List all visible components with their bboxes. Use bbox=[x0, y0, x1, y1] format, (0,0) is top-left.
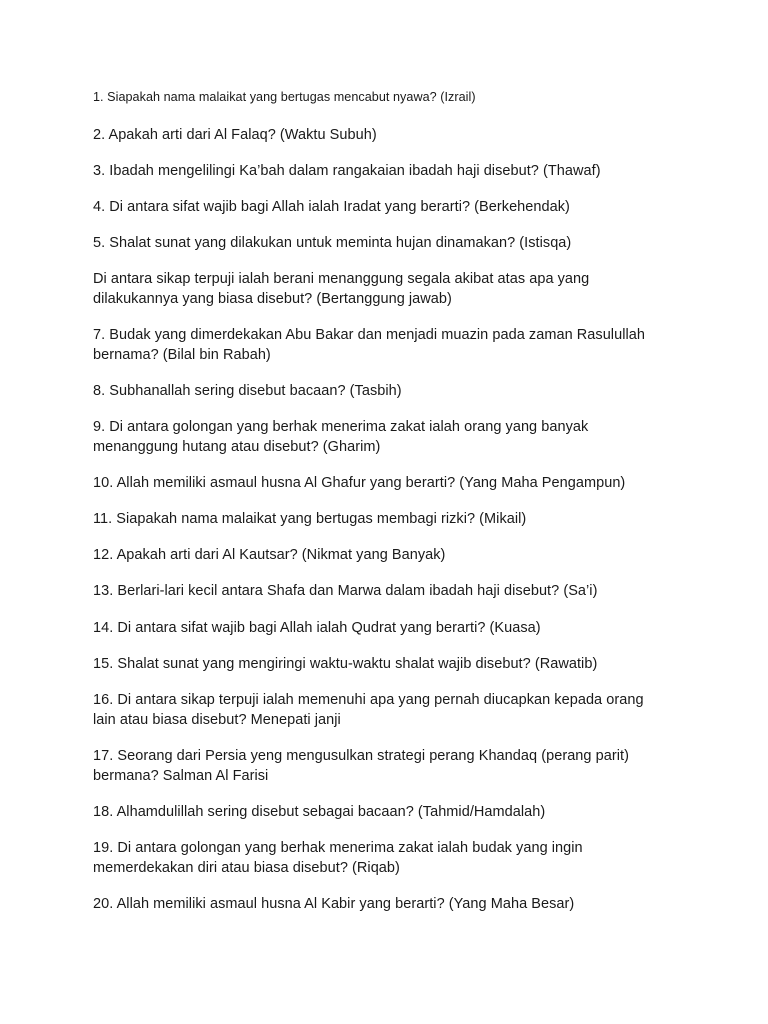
question-line: bermana? Salman Al Farisi bbox=[93, 768, 269, 784]
question-item-12 bbox=[93, 545, 693, 565]
question-line: 9. Di antara golongan yang berhak menerima zakat ialah orang yang banyak bbox=[93, 419, 589, 435]
question-line: 13. Berlari-lari kecil antara Shafa dan Marwa dalam ibadah haji disebut? (Sa’i) bbox=[93, 583, 598, 599]
question-item-6 bbox=[93, 269, 693, 309]
question-item-10 bbox=[93, 473, 693, 493]
question-item-15 bbox=[93, 654, 693, 674]
question-item-13 bbox=[93, 581, 693, 601]
question-line: 18. Alhamdulillah sering disebut sebagai bacaan? (Tahmid/Hamdalah) bbox=[93, 804, 546, 820]
question-line: 2. Apakah arti dari Al Falaq? (Waktu Subuh) bbox=[93, 127, 377, 143]
question-item-20 bbox=[93, 894, 693, 914]
question-item-14 bbox=[93, 618, 693, 638]
question-line: 14. Di antara sifat wajib bagi Allah ialah Qudrat yang berarti? (Kuasa) bbox=[93, 620, 541, 636]
question-item-3 bbox=[93, 161, 693, 181]
question-item-4 bbox=[93, 197, 693, 217]
question-line: 8. Subhanallah sering disebut bacaan? (Tasbih) bbox=[93, 383, 402, 399]
question-item-1 bbox=[93, 88, 693, 106]
question-line: 5. Shalat sunat yang dilakukan untuk meminta hujan dinamakan? (Istisqa) bbox=[93, 235, 572, 251]
question-line: memerdekakan diri atau biasa disebut? (Riqab) bbox=[93, 860, 400, 876]
question-item-19 bbox=[93, 838, 693, 878]
question-item-11 bbox=[93, 509, 693, 529]
question-line: 19. Di antara golongan yang berhak menerima zakat ialah budak yang ingin bbox=[93, 840, 583, 856]
question-line: menanggung hutang atau disebut? (Gharim) bbox=[93, 439, 381, 455]
question-line: 7. Budak yang dimerdekakan Abu Bakar dan menjadi muazin pada zaman Rasulullah bbox=[93, 327, 645, 343]
question-line: bernama? (Bilal bin Rabah) bbox=[93, 347, 271, 363]
question-line: 16. Di antara sikap terpuji ialah memenuhi apa yang pernah diucapkan kepada orang bbox=[93, 692, 644, 708]
question-line: 3. Ibadah mengelilingi Ka’bah dalam rangakaian ibadah haji disebut? (Thawaf) bbox=[93, 163, 601, 179]
question-item-2 bbox=[93, 125, 693, 145]
question-line: Di antara sikap terpuji ialah berani menanggung segala akibat atas apa yang bbox=[93, 271, 590, 287]
question-item-5 bbox=[93, 233, 693, 253]
question-item-16 bbox=[93, 690, 693, 730]
question-line: 1. Siapakah nama malaikat yang bertugas mencabut nyawa? (Izrail) bbox=[93, 90, 476, 104]
question-line: 12. Apakah arti dari Al Kautsar? (Nikmat yang Banyak) bbox=[93, 547, 446, 563]
question-line: 4. Di antara sifat wajib bagi Allah ialah Iradat yang berarti? (Berkehendak) bbox=[93, 199, 570, 215]
question-line: 10. Allah memiliki asmaul husna Al Ghafur yang berarti? (Yang Maha Pengampun) bbox=[93, 475, 626, 491]
question-line: 20. Allah memiliki asmaul husna Al Kabir yang berarti? (Yang Maha Besar) bbox=[93, 896, 575, 912]
question-item-8 bbox=[93, 381, 693, 401]
question-item-18 bbox=[93, 802, 693, 822]
question-line: 15. Shalat sunat yang mengiringi waktu-waktu shalat wajib disebut? (Rawatib) bbox=[93, 656, 598, 672]
question-line: lain atau biasa disebut? Menepati janji bbox=[93, 712, 341, 728]
question-line: 17. Seorang dari Persia yeng mengusulkan strategi perang Khandaq (perang parit) bbox=[93, 748, 629, 764]
question-item-17 bbox=[93, 746, 693, 786]
question-line: dilakukannya yang biasa disebut? (Bertanggung jawab) bbox=[93, 291, 452, 307]
question-line: 11. Siapakah nama malaikat yang bertugas membagi rizki? (Mikail) bbox=[93, 511, 527, 527]
question-item-9 bbox=[93, 417, 693, 457]
question-item-7 bbox=[93, 325, 693, 365]
